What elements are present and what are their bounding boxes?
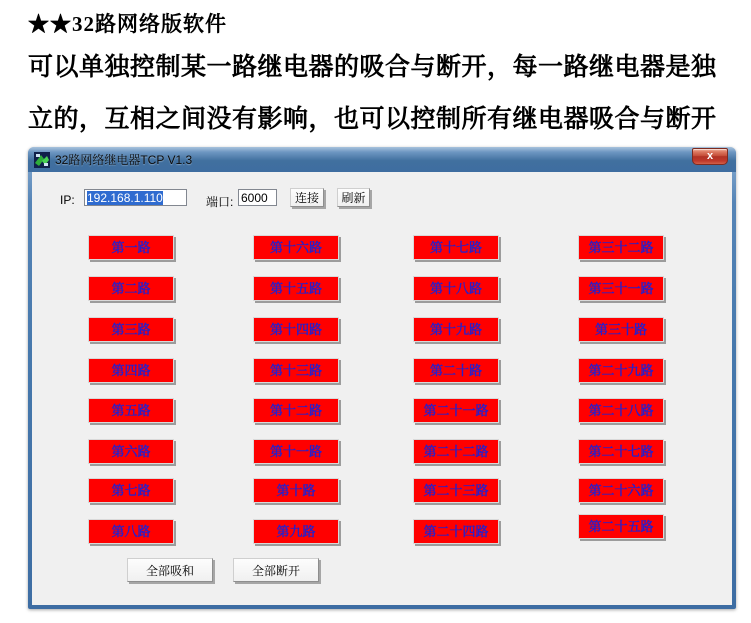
relay-button-col3-row3[interactable]: 第十九路 [413, 317, 499, 342]
doc-paragraph-line-2: 立的，互相之间没有影响，也可以控制所有继电器吸合与断开 [28, 106, 717, 133]
relay-button-col1-row8[interactable]: 第八路 [88, 519, 174, 544]
relay-button-col2-row3[interactable]: 第十四路 [253, 317, 339, 342]
app-window [28, 147, 736, 609]
relay-button-col4-row2[interactable]: 第三十一路 [578, 276, 664, 301]
relay-button-col3-row5[interactable]: 第二十一路 [413, 398, 499, 423]
close-button[interactable]: x [692, 148, 728, 165]
relay-button-col2-row5[interactable]: 第十二路 [253, 398, 339, 423]
relay-button-col1-row6[interactable]: 第六路 [88, 439, 174, 464]
relay-button-col4-row5[interactable]: 第二十八路 [578, 398, 664, 423]
relay-button-col4-row8[interactable]: 第二十五路 [578, 514, 664, 539]
all-on-button[interactable]: 全部吸和 [127, 558, 213, 582]
relay-button-col1-row4[interactable]: 第四路 [88, 358, 174, 383]
refresh-button[interactable]: 刷新 [337, 188, 370, 207]
relay-button-col3-row8[interactable]: 第二十四路 [413, 519, 499, 544]
relay-button-col1-row2[interactable]: 第二路 [88, 276, 174, 301]
relay-button-col3-row2[interactable]: 第十八路 [413, 276, 499, 301]
relay-button-col2-row4[interactable]: 第十三路 [253, 358, 339, 383]
port-label: 端口: [206, 195, 234, 209]
relay-button-col4-row4[interactable]: 第二十九路 [578, 358, 664, 383]
ip-input[interactable] [84, 189, 187, 206]
ip-value-selected: 192.168.1.110 [87, 191, 163, 205]
doc-paragraph-line-1: 可以单独控制某一路继电器的吸合与断开，每一路继电器是独 [28, 54, 717, 81]
relay-button-col3-row7[interactable]: 第二十三路 [413, 478, 499, 503]
relay-button-col2-row7[interactable]: 第十路 [253, 478, 339, 503]
client-area [32, 172, 732, 605]
relay-button-col1-row1[interactable]: 第一路 [88, 235, 174, 260]
relay-button-col4-row7[interactable]: 第二十六路 [578, 478, 664, 503]
relay-button-col2-row1[interactable]: 第十六路 [253, 235, 339, 260]
relay-button-col3-row1[interactable]: 第十七路 [413, 235, 499, 260]
relay-button-col1-row7[interactable]: 第七路 [88, 478, 174, 503]
relay-button-col3-row6[interactable]: 第二十二路 [413, 439, 499, 464]
relay-button-col4-row3[interactable]: 第三十路 [578, 317, 664, 342]
app-icon [34, 152, 50, 168]
connect-button[interactable]: 连接 [290, 188, 324, 207]
relay-button-col3-row4[interactable]: 第二十路 [413, 358, 499, 383]
relay-button-col1-row3[interactable]: 第三路 [88, 317, 174, 342]
doc-heading: ★★32路网络版软件 [28, 12, 227, 36]
all-off-button[interactable]: 全部断开 [233, 558, 319, 582]
title-bar[interactable] [28, 147, 736, 172]
relay-button-col2-row8[interactable]: 第九路 [253, 519, 339, 544]
relay-button-col4-row6[interactable]: 第二十七路 [578, 439, 664, 464]
port-value: 6000 [241, 191, 268, 205]
relay-button-col2-row2[interactable]: 第十五路 [253, 276, 339, 301]
relay-button-col4-row1[interactable]: 第三十二路 [578, 235, 664, 260]
port-input[interactable] [238, 189, 277, 206]
ip-label: IP: [60, 193, 75, 207]
window-title: 32路网络继电器TCP V1.3 [55, 153, 193, 167]
relay-button-col2-row6[interactable]: 第十一路 [253, 439, 339, 464]
relay-button-col1-row5[interactable]: 第五路 [88, 398, 174, 423]
